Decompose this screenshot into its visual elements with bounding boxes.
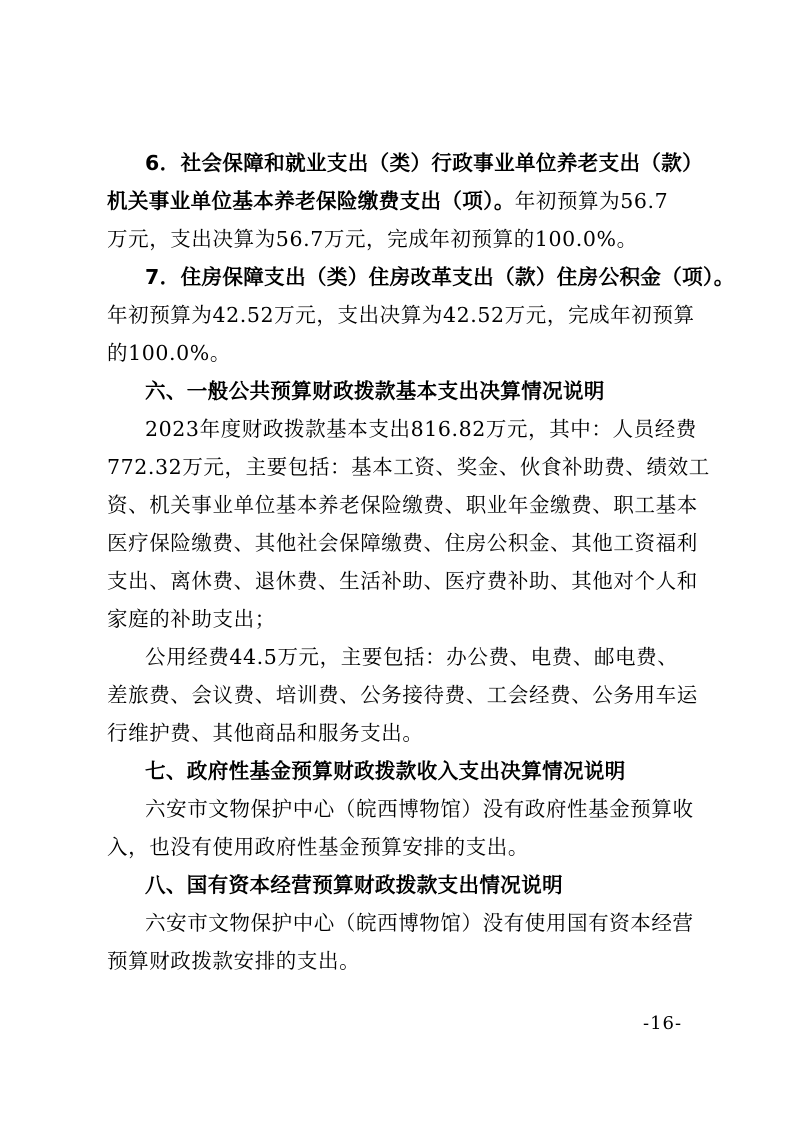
section-6-public-line: 公用经费44.5万元，主要包括：办公费、电费、邮电费、 <box>145 645 679 669</box>
section-6-public-line: 差旅费、会议费、培训费、公务接待费、工会经费、公务用车运 <box>107 683 698 707</box>
section-7-body-line: 入，也没有使用政府性基金预算安排的支出。 <box>107 835 529 859</box>
item-6-line-2 <box>107 187 668 215</box>
section-7-title: 七、政府性基金预算财政拨款收入支出决算情况说明 <box>145 759 626 783</box>
section-6-personnel-line: 资、机关事业单位基本养老保险缴费、职业年金缴费、职工基本 <box>107 493 698 517</box>
item-7-heading: 7．住房保障支出（类）住房改革支出（款）住房公积金（项）。 <box>145 265 735 289</box>
section-6-personnel-line: 772.32万元，主要包括：基本工资、奖金、伙食补助费、绩效工 <box>107 455 710 479</box>
section-7-body-line: 六安市文物保护中心（皖西博物馆）没有政府性基金预算收 <box>145 797 694 821</box>
item-6-text-cont: 年初预算为56.7 <box>514 189 669 213</box>
section-8-body-line: 预算财政拨款安排的支出。 <box>107 949 361 973</box>
section-6-personnel-line: 医疗保险缴费、其他社会保障缴费、住房公积金、其他工资福利 <box>107 531 698 555</box>
item-6-heading-cont: 机关事业单位基本养老保险缴费支出（项）。 <box>107 189 515 213</box>
section-6-personnel-line: 家庭的补助支出； <box>107 607 276 631</box>
section-8-body-line: 六安市文物保护中心（皖西博物馆）没有使用国有资本经营 <box>145 911 694 935</box>
item-7-line-3: 的100.0%。 <box>107 341 231 365</box>
item-6-heading: 6．社会保障和就业支出（类）行政事业单位养老支出（款） <box>145 151 704 175</box>
item-6-line-3: 万元，支出决算为56.7万元，完成年初预算的100.0%。 <box>107 227 638 251</box>
section-6-public-line: 行维护费、其他商品和服务支出。 <box>107 721 424 745</box>
page-number: -16- <box>643 1013 683 1034</box>
section-8-title: 八、国有资本经营预算财政拨款支出情况说明 <box>145 873 563 897</box>
section-6-personnel-line: 支出、离休费、退休费、生活补助、医疗费补助、其他对个人和 <box>107 569 698 593</box>
section-6-personnel-line: 2023年度财政拨款基本支出816.82万元，其中：人员经费 <box>145 417 697 441</box>
section-6-title: 六、一般公共预算财政拨款基本支出决算情况说明 <box>145 379 605 403</box>
item-7-line-2: 年初预算为42.52万元，支出决算为42.52万元，完成年初预算 <box>107 303 695 327</box>
